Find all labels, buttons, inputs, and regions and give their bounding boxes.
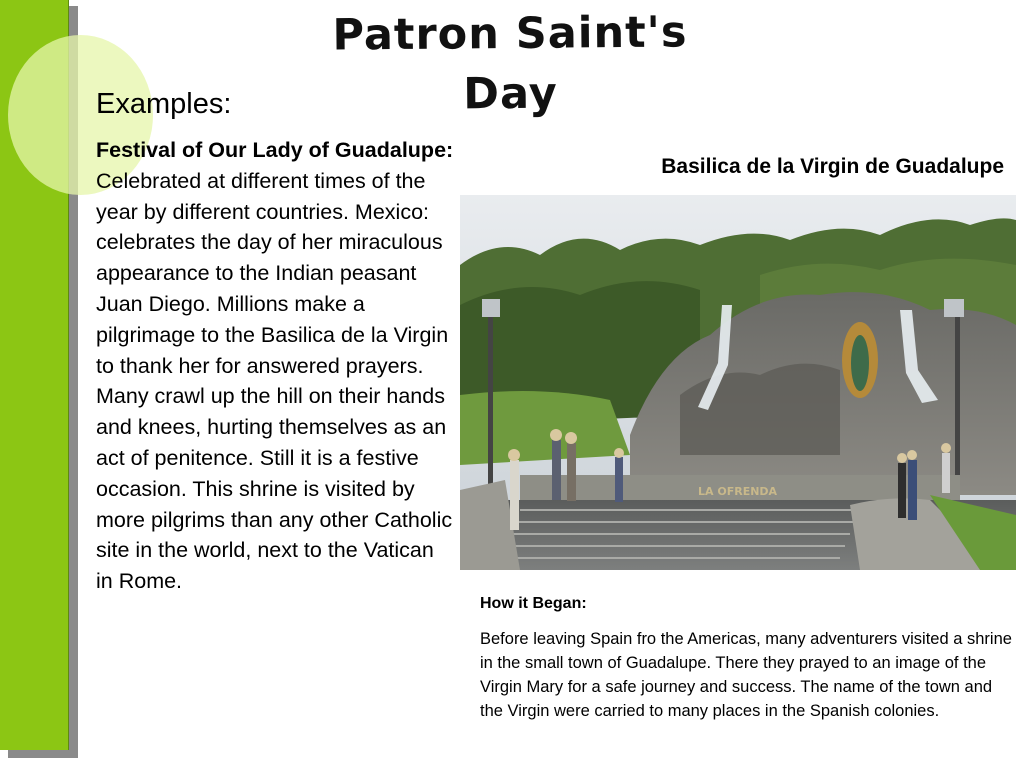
photo-sign-text: LA OFRENDA bbox=[698, 485, 778, 498]
example-description: Celebrated at different times of the year by different countries. Mexico: celebrates the day of her miraculous appearance to the Indian peasant Juan Diego. Millions make a pilgrimage to the Basilica de la Virgin to thank her for answered prayers. Many crawl up the hill on their hands and knees, hurting themselves as an act of penitence. Still it is a festive occasion. This shrine is visited by more pilgrims than any other Catholic site in the world, next to the Vatican in Rome. bbox=[96, 168, 453, 594]
how-it-began-text: Before leaving Spain fro the Americas, many adventurers visited a shrine in the small town of Guadalupe. There they prayed to an image of the Virgin Mary for a safe journey and success. The name of the town and the Virgin were carried to many places in the Spanish colonies. bbox=[480, 630, 1012, 720]
examples-heading: Examples: bbox=[96, 88, 232, 120]
how-it-began-heading: How it Began: bbox=[480, 595, 587, 612]
photo-caption: Basilica de la Virgin de Guadalupe bbox=[661, 155, 1004, 178]
example-paragraph bbox=[96, 135, 456, 597]
example-name: Festival of Our Lady of Guadalupe: bbox=[96, 138, 454, 162]
slide-title: Patron Saint's Day bbox=[332, 7, 688, 120]
basilica-photo bbox=[460, 195, 1016, 570]
basilica-photo-illustration bbox=[460, 195, 1016, 570]
